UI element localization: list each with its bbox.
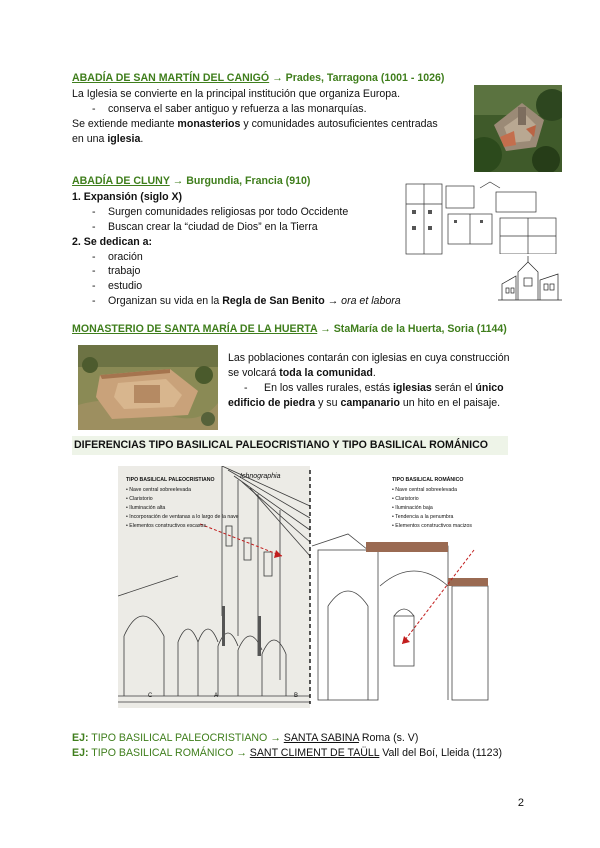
item-text: Claristorio xyxy=(129,496,153,502)
example-romanico xyxy=(72,746,502,761)
section2-heading1: 1. Expansión (siglo X) xyxy=(72,191,183,203)
text: y comunidades autosuficientes centradas xyxy=(240,118,438,130)
bold-text: iglesias xyxy=(392,382,432,394)
example-label: EJ: xyxy=(72,732,89,744)
text: . xyxy=(372,367,376,379)
bullet-dash: - xyxy=(92,103,96,115)
bold-text: monasterios xyxy=(177,118,241,130)
bullet-dash: - xyxy=(92,251,96,263)
bullet-dash: - xyxy=(92,206,96,218)
diagram-right-item: • Elementos constructivos macizos xyxy=(392,523,472,529)
diagram-left-title: TIPO BASILICAL PALEOCRISTIANO xyxy=(126,477,215,483)
text: y su xyxy=(315,397,341,409)
section1-place: Prades, Tarragona (1001 - 1026) xyxy=(285,72,445,84)
engraving-letter: C xyxy=(148,693,153,699)
section2-place: Burgundia, Francia (910) xyxy=(186,175,311,187)
bold-text: único xyxy=(475,382,504,394)
item-text: Iluminación baja xyxy=(395,505,433,511)
section3-place: StaMaría de la Huerta, Soria (1144) xyxy=(333,323,507,335)
item-text: Elementos constructivos escasos xyxy=(129,523,206,529)
section3-p4 xyxy=(228,396,500,411)
item-text: Incorporación de ventanas a lo largo de la nave xyxy=(129,514,239,520)
example-name: SANTA SABINA xyxy=(283,732,359,744)
section3-p1: Las poblaciones contarán con iglesias en cuya construcción xyxy=(228,352,510,364)
section3-p2 xyxy=(228,366,376,381)
huerta-photo xyxy=(78,345,218,430)
section2-arrow: → xyxy=(172,175,184,187)
example-paleocristiano xyxy=(72,731,418,746)
example-type: TIPO BASILICAL ROMÁNICO → xyxy=(88,747,250,759)
section3-arrow: → xyxy=(320,323,331,335)
text: se volcará xyxy=(228,367,280,379)
text: en una xyxy=(72,133,108,145)
section1-line1: La Iglesia se convierte en la principal institución que organiza Europa. xyxy=(72,88,401,100)
diagram-left-item: • Iluminación alta xyxy=(126,505,166,511)
section1-arrow: → xyxy=(272,72,283,84)
bullet-text: conserva el saber antiguo y refuerza a las monarquías. xyxy=(108,103,367,115)
item-text: Tendencia a la penumbra xyxy=(395,514,454,520)
engraving-letter: A xyxy=(214,693,219,699)
bold-text: iglesia xyxy=(107,133,141,145)
bullet-dash: - xyxy=(92,221,96,233)
text: En los valles rurales, estás xyxy=(264,382,393,394)
section4-title: DIFERENCIAS TIPO BASILICAL PALEOCRISTIANO Y TIPO BASILICAL ROMÁNICO xyxy=(74,439,488,451)
bullet-dash: - xyxy=(92,280,96,292)
italic-text: ora et labora xyxy=(341,295,401,307)
section2-title: ABADÍA DE CLUNY xyxy=(72,175,170,187)
item-text: Iluminación alta xyxy=(129,505,166,511)
engraving-caption: Ichnographia xyxy=(240,473,281,480)
diagram-right-item: • Iluminación baja xyxy=(392,505,433,511)
bold-text: toda la comunidad xyxy=(279,367,373,379)
section2-heading2: 2. Se dedican a: xyxy=(72,236,153,248)
bullet-dash: - xyxy=(92,295,96,307)
example-location: Roma (s. V) xyxy=(358,732,419,744)
section3-heading xyxy=(72,322,507,337)
bullet-text: estudio xyxy=(108,280,143,292)
section1-heading xyxy=(72,71,444,86)
diagram-left-item: • Nave central sobreelevada xyxy=(126,487,191,493)
section3-title: MONASTERIO DE SANTA MARÍA DE LA HUERTA xyxy=(72,323,318,335)
cluny-sketch xyxy=(498,254,562,304)
bullet-text xyxy=(264,381,504,396)
diagram-left-item: • Claristorio xyxy=(126,496,153,502)
item-text: Nave central sobreelevada xyxy=(395,487,457,493)
engraving-letter: B xyxy=(294,693,299,699)
diagram-left-list xyxy=(126,486,239,531)
section2-heading xyxy=(72,174,310,189)
section1-line2 xyxy=(72,117,438,132)
diagram-left-item: • Incorporación de ventanas a lo largo de la nave xyxy=(126,514,239,520)
cluny-plan-drawing xyxy=(400,178,562,264)
text: . xyxy=(140,133,144,145)
canigo-photo xyxy=(474,85,562,172)
text: Organizan su vida en la xyxy=(108,295,223,307)
diagram-left-item: • Elementos constructivos escasos xyxy=(126,523,206,529)
bold-text: Regla de San Benito xyxy=(222,295,325,307)
text: un hito en el paisaje. xyxy=(399,397,501,409)
bold-text: edificio de piedra xyxy=(228,397,316,409)
bullet-text: Surgen comunidades religiosas por todo Occidente xyxy=(108,206,349,218)
example-location: Vall del Boí, Lleida (1123) xyxy=(379,747,502,759)
basilica-comparison-diagram xyxy=(118,466,498,708)
example-type: TIPO BASILICAL PALEOCRISTIANO → xyxy=(88,732,284,744)
diagram-right-list xyxy=(392,486,472,531)
bullet-text: trabajo xyxy=(108,265,141,277)
text: serán el xyxy=(431,382,476,394)
example-label: EJ: xyxy=(72,747,89,759)
diagram-right-item: • Nave central sobreelevada xyxy=(392,487,457,493)
example-name: SANT CLIMENT DE TAÜLL xyxy=(249,747,380,759)
bullet-dash: - xyxy=(92,265,96,277)
diagram-right-title: TIPO BASILICAL ROMÁNICO xyxy=(392,477,464,483)
diagram-right-item: • Tendencia a la penumbra xyxy=(392,514,454,520)
bullet-dash: - xyxy=(244,382,248,394)
section1-line3 xyxy=(72,132,143,147)
text: → xyxy=(324,295,342,307)
bullet-text xyxy=(108,294,401,309)
page-number: 2 xyxy=(517,797,524,809)
diagram-right-item: • Claristorio xyxy=(392,496,419,502)
bullet-text: Buscan crear la “ciudad de Dios” en la Tierra xyxy=(108,221,318,233)
item-text: Elementos constructivos macizos xyxy=(395,523,472,529)
section1-title: ABADÍA DE SAN MARTÍN DEL CANIGÓ xyxy=(72,72,270,84)
item-text: Claristorio xyxy=(395,496,419,502)
item-text: Nave central sobreelevada xyxy=(129,487,191,493)
bold-text: campanario xyxy=(340,397,400,409)
bullet-text: oración xyxy=(108,251,143,263)
text: Se extiende mediante xyxy=(72,118,178,130)
